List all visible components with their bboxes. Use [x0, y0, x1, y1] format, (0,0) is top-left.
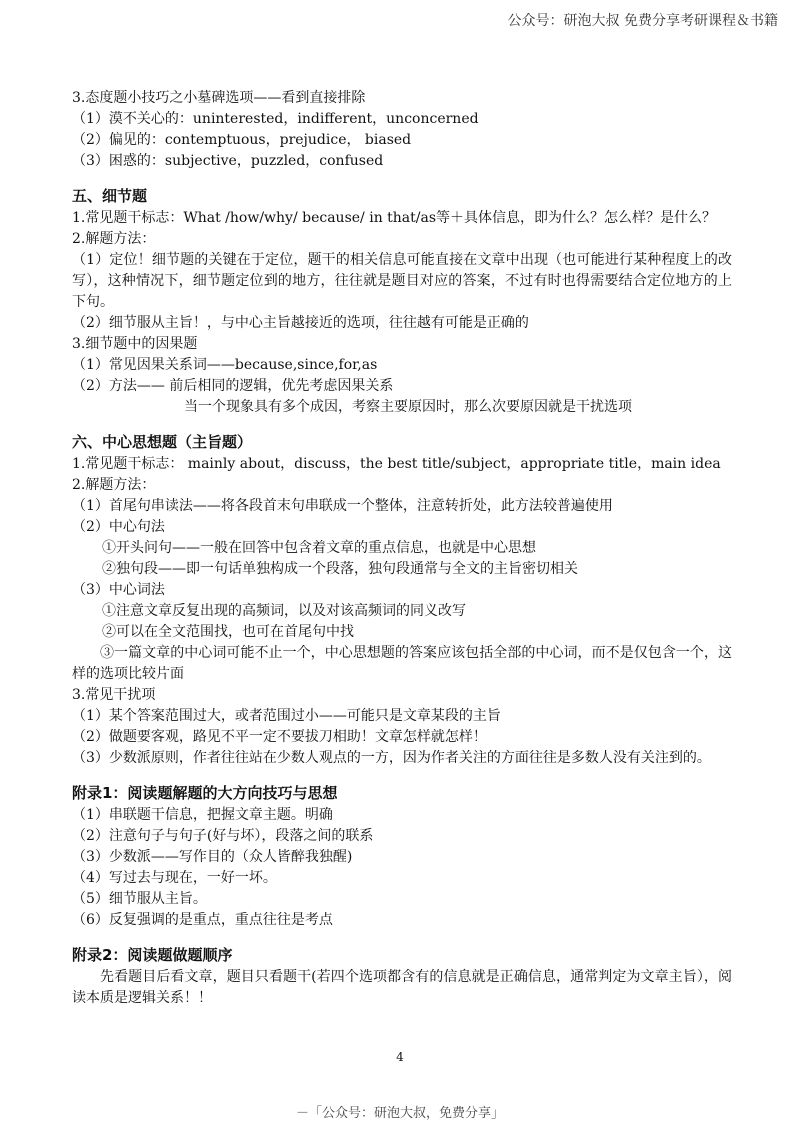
section-heading-main-idea: 六、中心思想题（主旨题）: [72, 433, 253, 451]
detail-method-1: （1）定位！细节题的关键在于定位，题干的相关信息可能直接在文章中出现（也可能进行某种程度上的改写），这种情况下，细节题定位到的地方，往往就是题目对应的答案，不过有时也得需要结合定位地方的上下句。: [72, 252, 732, 310]
appendix1-item: （3）少数派——写作目的（众人皆醉我独醒): [72, 849, 353, 865]
section-heading-detail: 五、细节题: [72, 187, 148, 205]
detail-method-2: （2）细节服从主旨！，与中心主旨越接近的选项，往往越有可能是正确的: [72, 315, 529, 331]
main-idea-method-2: （2）中心句法: [72, 519, 165, 535]
page-number: 4: [396, 1050, 404, 1064]
detail-cause-1: （1）常见因果关系词——because,since,for,as: [72, 357, 378, 373]
appendix1-item: （4）写过去与现在，一好一坏。: [72, 870, 277, 886]
main-idea-method-1: （1）首尾句串读法——将各段首末句串联成一个整体，注意转折处，此方法较普遍使用: [72, 498, 613, 514]
appendix2-heading: 附录2：阅读题做题顺序: [72, 946, 233, 964]
distractor-2: （2）做题要客观，路见不平一定不要拔刀相助！文章怎样就怎样！: [72, 729, 487, 745]
page-header: 公众号：研泡大叔 免费分享考研课程＆书籍: [507, 13, 778, 29]
distractor-3: （3）少数派原则，作者往往站在少数人观点的一方，因为作者关注的方面往往是多数人没有关注到的。: [72, 750, 711, 766]
distractor-1: （1）某个答案范围过大，或者范围过小——可能只是文章某段的主旨: [72, 708, 501, 724]
main-idea-method-3b: ②可以在全文范围找，也可在首尾句中找: [102, 624, 354, 640]
main-idea-method-3c: ③一篇文章的中心词可能不止一个，中心思想题的答案应该包括全部的中心词，而不是仅包含一个，这样的选项比较片面: [72, 645, 732, 682]
attitude-item: （1）漠不关心的：uninterested，indifferent，unconcerned: [72, 111, 479, 127]
detail-cause-title: 3.细节题中的因果题: [72, 336, 198, 352]
main-idea-method-title: 2.解题方法：: [72, 477, 156, 493]
appendix2-paragraph: 先看题目后看文章，题目只看题干(若四个选项都含有的信息就是正确信息，通常判定为文章主旨），阅读本质是逻辑关系！！: [72, 969, 732, 1006]
main-idea-method-2b: ②独句段——即一句话单独构成一个段落，独句段通常与全文的主旨密切相关: [102, 561, 578, 577]
appendix1-item: （5）细节服从主旨。: [72, 891, 207, 907]
detail-signal: 1.常见题干标志：What /how/why/ because/ in that/as等＋具体信息，即为什么？怎么样？是什么？: [72, 210, 717, 226]
detail-cause-2: （2）方法—— 前后相同的逻辑，优先考虑因果关系: [72, 378, 394, 394]
attitude-item: （3）困惑的：subjective，puzzled，confused: [72, 153, 384, 169]
main-idea-method-3a: ①注意文章反复出现的高频词，以及对该高频词的同义改写: [102, 603, 466, 619]
appendix1-item: （2）注意句子与句子(好与坏），段落之间的联系: [72, 828, 374, 844]
distractor-title: 3.常见干扰项: [72, 687, 156, 703]
attitude-item: （2）偏见的：contemptuous，prejudice， biased: [72, 132, 412, 148]
detail-method-title: 2.解题方法：: [72, 231, 156, 247]
page-footer: －「公众号：研泡大叔，免费分享」: [295, 1106, 504, 1121]
document-body: [72, 88, 732, 1009]
appendix1-item: （1）串联题干信息，把握文章主题。明确: [72, 807, 333, 823]
attitude-title: 3.态度题小技巧之小墓碑选项——看到直接排除: [72, 90, 366, 106]
main-idea-method-3: （3）中心词法: [72, 582, 165, 598]
appendix1-item: （6）反复强调的是重点，重点往往是考点: [72, 912, 333, 928]
appendix1-heading: 附录1：阅读题解题的大方向技巧与思想: [72, 784, 338, 802]
main-idea-signal: 1.常见题干标志： mainly about，discuss，the best title/subject，appropriate title，main idea: [72, 456, 721, 472]
main-idea-method-2a: ①开头问句——一般在回答中包含着文章的重点信息，也就是中心思想: [102, 540, 536, 556]
detail-cause-3: 当一个现象具有多个成因，考察主要原因时，那么次要原因就是干扰选项: [184, 399, 632, 415]
